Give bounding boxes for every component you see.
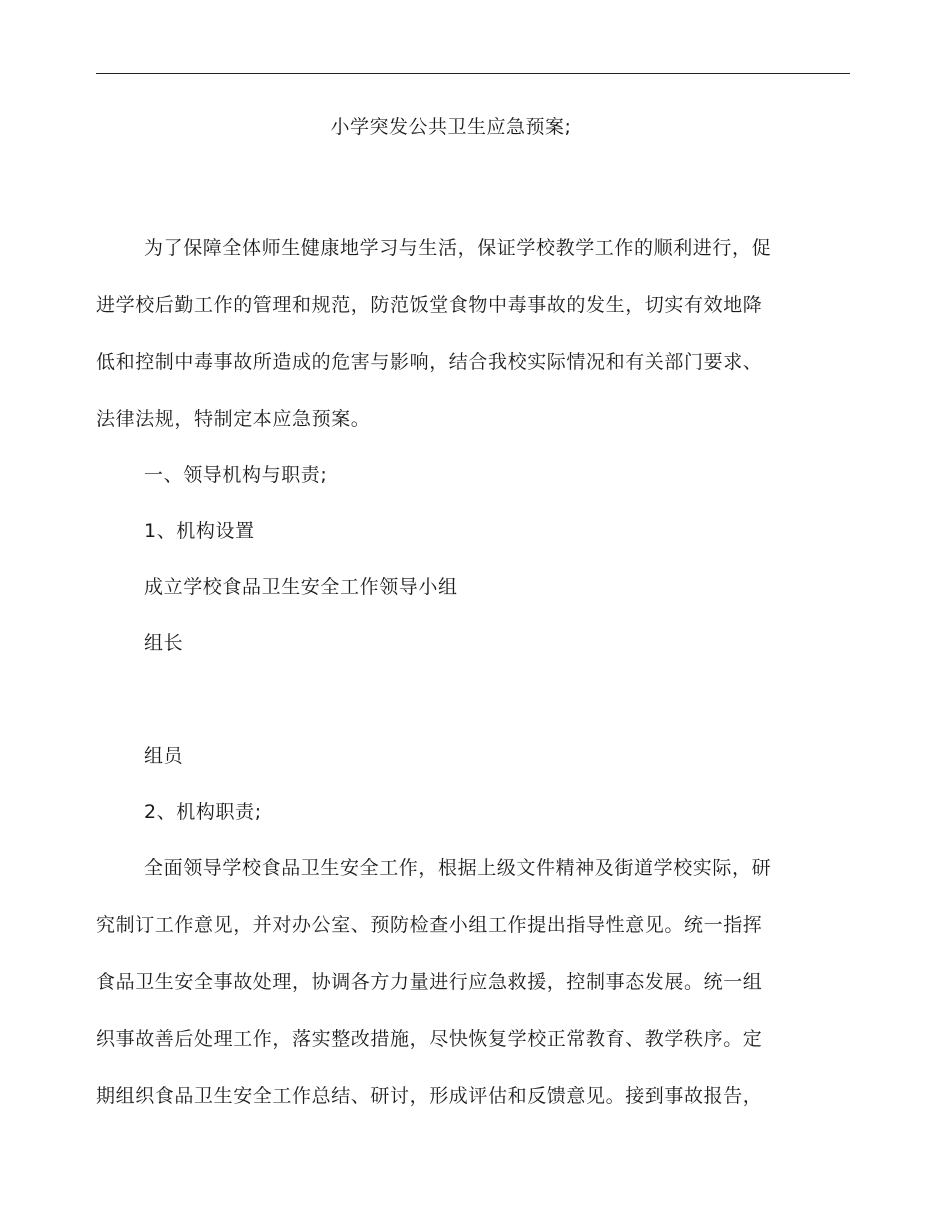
paragraph-line: 织事故善后处理工作，落实整改措施，尽快恢复学校正常教育、教学秩序。定 [96,1028,763,1050]
subsection-heading: 1、机构设置 [144,520,255,542]
leader-label: 组长 [144,632,184,654]
paragraph-line: 食品卫生安全事故处理，协调各方力量进行应急救援，控制事态发展。统一组 [96,971,763,993]
member-label: 组员 [144,745,184,767]
paragraph-line: 究制订工作意见，并对办公室、预防检查小组工作提出指导性意见。统一指挥 [96,914,763,936]
section-heading: 一、领导机构与职责; [144,464,328,486]
paragraph-line: 法律法规，特制定本应急预案。 [96,408,371,430]
document-title: 小学突发公共卫生应急预案; [330,116,572,138]
paragraph-line: 为了保障全体师生健康地学习与生活，保证学校教学工作的顺利进行，促 [144,237,772,259]
paragraph-line: 期组织食品卫生安全工作总结、研讨，形成评估和反馈意见。接到事故报告， [96,1085,763,1107]
subsection-heading: 2、机构职责; [144,801,262,823]
header-rule [96,73,850,74]
paragraph-line: 低和控制中毒事故所造成的危害与影响，结合我校实际情况和有关部门要求、 [96,351,763,373]
paragraph-line: 全面领导学校食品卫生安全工作，根据上级文件精神及街道学校实际，研 [144,857,772,879]
paragraph-line: 进学校后勤工作的管理和规范，防范饭堂食物中毒事故的发生，切实有效地降 [96,294,763,316]
group-line: 成立学校食品卫生安全工作领导小组 [144,576,458,598]
